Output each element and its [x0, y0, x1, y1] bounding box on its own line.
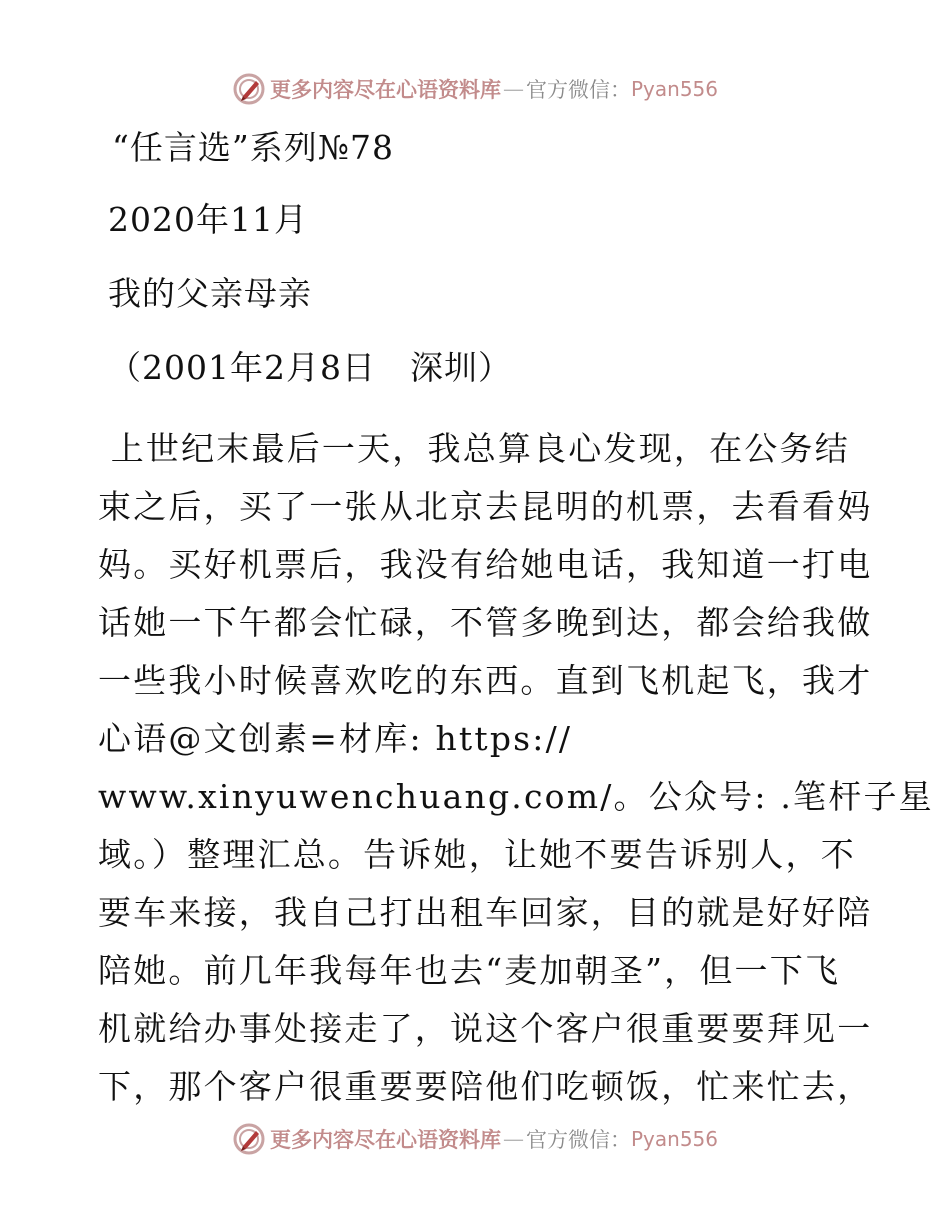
body-line: 心语@文创素=材库: https:// — [98, 719, 573, 758]
header-watermark-banner — [232, 72, 718, 106]
banner-dash: — — [503, 1127, 524, 1151]
body-line: 话她一下午都会忙碌，不管多晚到达，都会给我做 — [98, 603, 873, 642]
banner-text: 更多内容尽在心语资料库 — [270, 1127, 501, 1152]
body-line: 下，那个客户很重要要陪他们吃顿饭，忙来忙去， — [98, 1067, 873, 1106]
body-line: 机就给办事处接走了，说这个客户很重要要拜见一 — [98, 1009, 873, 1048]
body-line: 要车来接，我自己打出租车回家，目的就是好好陪 — [98, 893, 873, 932]
body-line: 一些我小时候喜欢吃的东西。直到飞机起飞，我才 — [98, 661, 873, 700]
body-line: 束之后，买了一张从北京去昆明的机票，去看看妈 — [98, 487, 873, 526]
banner-dash: — — [503, 77, 524, 101]
series-line: “任言选”系列№78 — [112, 128, 394, 167]
body-line: 陪她。前几年我每年也去“麦加朝圣”，但一下飞 — [98, 951, 841, 990]
banner-text: 更多内容尽在心语资料库 — [270, 77, 501, 102]
banner-wechat-label: 官方微信： — [526, 78, 631, 102]
body-line: 上世纪末最后一天，我总算良心发现，在公务结 — [98, 429, 850, 468]
footer-watermark-banner — [232, 1122, 718, 1156]
pen-logo-icon — [232, 72, 266, 106]
body-paragraph — [98, 420, 934, 1116]
body-line: www.xinyuwenchuang.com/。公众号: .笔杆子星 — [98, 777, 934, 816]
place-date-line: （2001年2月8日 深圳） — [108, 348, 512, 387]
banner-wechat-label: 官方微信： — [526, 1128, 631, 1152]
article-title: 我的父亲母亲 — [108, 274, 312, 313]
pen-logo-icon — [232, 1122, 266, 1156]
body-line: 域。）整理汇总。告诉她，让她不要告诉别人，不 — [98, 835, 856, 874]
banner-wechat-id: Pyan556 — [631, 1127, 719, 1151]
date-line: 2020年11月 — [108, 200, 308, 239]
banner-wechat-id: Pyan556 — [631, 77, 719, 101]
body-line: 妈。买好机票后，我没有给她电话，我知道一打电 — [98, 545, 873, 584]
